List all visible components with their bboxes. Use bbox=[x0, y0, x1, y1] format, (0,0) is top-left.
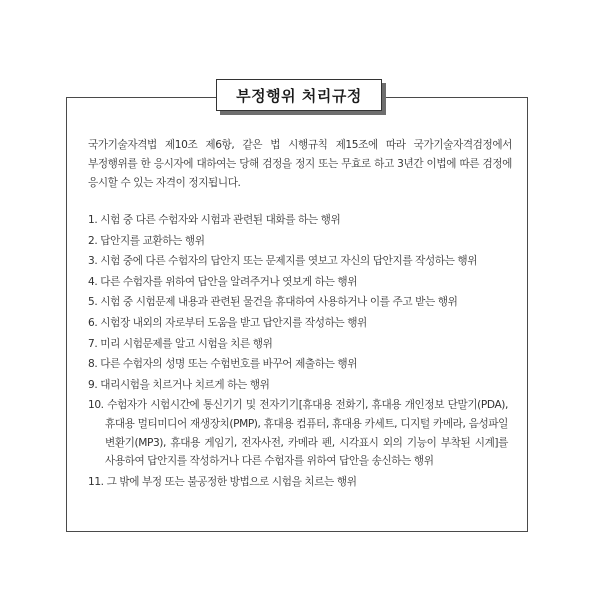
rule-item-1: 1. 시험 중 다른 수험자와 시험과 관련된 대화를 하는 행위 bbox=[88, 214, 341, 226]
rule-item-2: 2. 답안지를 교환하는 행위 bbox=[88, 234, 205, 247]
title-banner bbox=[216, 79, 386, 115]
rule-item-8: 8. 다른 수험자의 성명 또는 수험번호를 바꾸어 제출하는 행위 bbox=[88, 358, 358, 371]
rule-item-11: 11. 그 밖에 부정 또는 불공정한 방법으로 시험을 치르는 행위 bbox=[88, 475, 357, 488]
rule-item-5: 5. 시험 중 시험문제 내용과 관련된 물건을 휴대하여 사용하거나 이를 주고 받는 행위 bbox=[88, 296, 458, 309]
page-title: 부정행위 처리규정 bbox=[236, 86, 362, 105]
rules-list bbox=[88, 211, 508, 493]
rule-item-7: 7. 미리 시험문제를 알고 시험을 치른 행위 bbox=[88, 337, 273, 350]
title-box bbox=[216, 79, 382, 111]
rule-item-10: 10. 수험자가 시험시간에 통신기기 및 전자기기[휴대용 전화기, 휴대용 개인정보 단말기(PDA), 휴대용 멀티미디어 재생장치(PMP), 휴대용 컴퓨터, 휴대용 카세트, 디지털 카메라, 음성파일 변환기(MP3), 휴대용 게임기, 전자사전, 카메라 펜, 시각표시 외의 기능이 부착된 시계]를 사용하여 답안지를 작성하거나 다른 수험자를 위하여 답안을 송신하는 행위 bbox=[88, 399, 508, 468]
rule-item-4: 4. 다른 수험자를 위하여 답안을 알려주거나 엿보게 하는 행위 bbox=[88, 275, 358, 288]
intro-paragraph: 국가기술자격법 제10조 제6항, 같은 법 시행규칙 제15조에 따라 국가기술자격검정에서 부정행위를 한 응시자에 대하여는 당해 검정을 정지 또는 무효로 하고 3년간 이법에 따른 검정에 응시할 수 있는 자격이 정지됩니다. bbox=[88, 139, 512, 189]
rule-item-9: 9. 대리시험을 치르거나 치르게 하는 행위 bbox=[88, 378, 270, 391]
rule-item-6: 6. 시험장 내외의 자로부터 도움을 받고 답안지를 작성하는 행위 bbox=[88, 316, 367, 329]
rule-item-3: 3. 시험 중에 다른 수험자의 답안지 또는 문제지를 엿보고 자신의 답안지를 작성하는 행위 bbox=[88, 255, 478, 268]
